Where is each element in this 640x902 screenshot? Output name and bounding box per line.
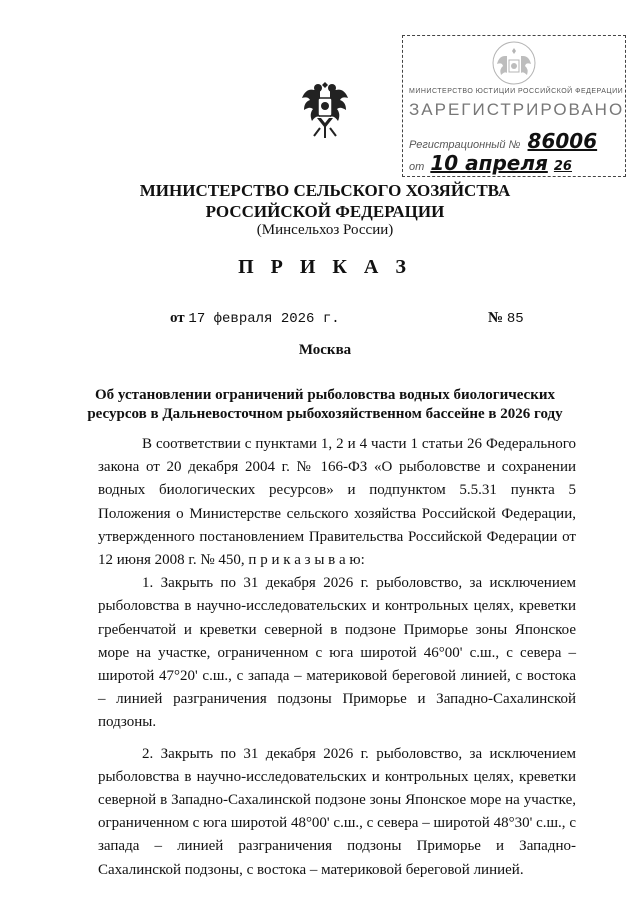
order-city: Москва	[298, 342, 352, 358]
order-preamble: В соответствии с пунктами 1, 2 и 4 части 1 статьи 26 Федерального закона от 20 декабря 2004 г. № 166-ФЗ «О рыболовстве и сохранении водных биологических ресурсов» и подпунктом 5.5.31 пункта 5 Положения о Министерстве сельского хозяйства Российской Федерации, утвержденного постановлением Правительства Российской Федерации от 12 июня 2008 г. № 450, п р и к а з ы в а ю:	[98, 436, 576, 569]
order-number	[488, 310, 524, 327]
coat-of-arms-icon	[300, 76, 350, 140]
order-subject	[80, 386, 570, 424]
stamp-date-line	[409, 151, 619, 175]
ministry-name-line2: РОССИЙСКОЙ ФЕДЕРАЦИИ	[205, 202, 445, 221]
stamp-registered-label: ЗАРЕГИСТРИРОВАНО	[409, 100, 625, 119]
ministry-short-name: (Минсельхоз России)	[256, 222, 394, 238]
order-number-sign: №	[488, 310, 504, 326]
order-number-value: 85	[506, 311, 524, 327]
ministry-name-line1: МИНИСТЕРСТВО СЕЛЬСКОГО ХОЗЯЙСТВА	[139, 181, 511, 200]
stamp-number-label: Регистрационный №	[409, 139, 521, 151]
stamp-number-value: 86006	[527, 129, 598, 153]
order-date	[170, 310, 340, 327]
order-body	[98, 433, 576, 882]
document-type-title: П Р И К А З	[238, 256, 412, 278]
registration-stamp	[402, 35, 626, 177]
order-item-2: 2. Закрыть по 31 декабря 2026 г. рыболовство, за исключением рыболовства в научно-исследовательских и контрольных целях, креветки северной в Западно-Сахалинской подзоне зоны Японское море на участке, ограниченном с юга широтой 48°00' с.ш., с севера – широтой 48°30' с.ш., с запада – линией разграничения подзоны Приморье и Западно-Сахалинской подзоны, с востока – материковой береговой линией.	[98, 745, 576, 878]
stamp-organization: МИНИСТЕРСТВО ЮСТИЦИИ РОССИЙСКОЙ ФЕДЕРАЦИИ	[409, 88, 624, 95]
stamp-date-value: 10 апреля	[430, 151, 548, 175]
stamp-emblem-icon	[491, 40, 537, 86]
order-date-value: 17 февраля 2026 г.	[188, 311, 340, 327]
order-item-1: 1. Закрыть по 31 декабря 2026 г. рыболовство, за исключением рыболовства в научно-исследовательских и контрольных целях, креветки гребенчатой и креветки северной в подзоне Приморье зоны Японское море на участке, ограниченном с юга широтой 46°00' с.ш., с севера – широтой 47°20' с.ш., с запада – материковой береговой линией, с востока – линией разграничения подзоны Приморье и Западно-Сахалинской подзоны.	[98, 575, 576, 731]
order-subject-line2: ресурсов в Дальневосточном рыбохозяйственном бассейне в 2026 году	[87, 406, 563, 422]
stamp-year-value: 26	[553, 159, 572, 174]
stamp-date-prefix: от	[409, 161, 425, 173]
order-date-prefix: от	[170, 310, 185, 326]
order-subject-line1: Об установлении ограничений рыболовства водных биологических	[95, 387, 555, 403]
stamp-number-line	[409, 129, 619, 153]
